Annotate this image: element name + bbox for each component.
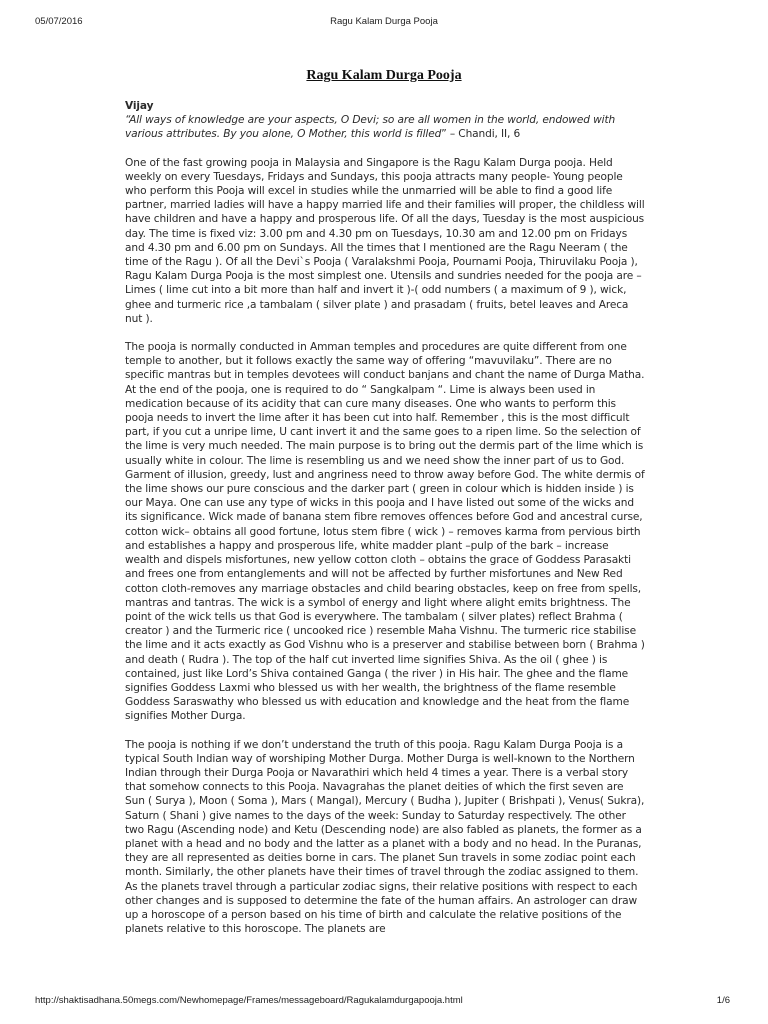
print-footer bbox=[0, 995, 768, 1009]
document-title: Ragu Kalam Durga Pooja bbox=[306, 68, 462, 83]
print-date: 05/07/2016 bbox=[35, 16, 83, 27]
source-url: http://shaktisadhana.50megs.com/Newhomepage/Frames/messageboard/Ragukalamdurgapooja.html bbox=[35, 995, 463, 1006]
epigraph-quote: “All ways of knowledge are your aspects, O Devi; so are all women in the world, endowed with various attributes. By you alone, O Mother, this world is filled bbox=[125, 114, 616, 141]
print-header bbox=[0, 16, 768, 30]
page-number: 1/6 bbox=[716, 995, 730, 1006]
article-body bbox=[125, 99, 645, 950]
print-page-title: Ragu Kalam Durga Pooja bbox=[330, 16, 438, 27]
author-name: Vijay bbox=[125, 100, 154, 112]
paragraph-1: One of the fast growing pooja in Malaysia and Singapore is the Ragu Kalam Durga pooja. Held weekly on every Tuesdays, Fridays and Sundays, this pooja attracts many people- Young people who perform this Pooja will excel in studies while the unmarried will be able to find a good life partner, married ladies will have a happy married life and their families will proper, the childless will have children and have a happy and prosperous life. Of all the days, Tuesday is the most auspicious day. The time is fixed viz: 3.00 pm and 4.30 pm on Tuesdays, 10.30 am and 12.00 pm on Fridays and 4.30 pm and 6.00 pm on Sundays. All the times that I mentioned are the Ragu Neeram ( the time of the Ragu ). Of all the Devi`s Pooja ( Varalakshmi Pooja, Pournami Pooja, Thiruvilaku Pooja ), Ragu Kalam Durga Pooja is the most simplest one. Utensils and sundries needed for the pooja are – Limes ( lime cut into a bit more than half and invert it )-( odd numbers ( a maximum of 9 ), wick, ghee and turmeric rice ,a tambalam ( silver plate ) and prasadam ( fruits, betel leaves and Areca nut ). bbox=[125, 156, 645, 325]
paragraph-3: The pooja is nothing if we don’t understand the truth of this pooja. Ragu Kalam Durga Pooja is a typical South Indian way of worshiping Mother Durga. Mother Durga is well-known to the Northern Indian through their Durga Pooja or Navarathiri which held 4 times a year. There is a verbal story that somehow connects to this Pooja. Navagrahas the planet deities of which the first seven are Sun ( Surya ), Moon ( Soma ), Mars ( Mangal), Mercury ( Budha ), Jupiter ( Brishpati ), Venus( Sukra), Saturn ( Shani ) give names to the days of the week: Sunday to Saturday respectively. The other two Ragu (Ascending node) and Ketu (Descending node) are also fabled as planets, the former as a planet with a head and no body and the latter as a planet with a body and no head. In the Puranas, they are all represented as deities borne in cars. The planet Sun travels in some zodiac point each month. Similarly, the other planets have their times of travel through the zodiac assigned to them. As the planets travel through a particular zodiac signs, their relative positions with respect to each other changes and is supposed to determine the fate of the human affairs. An astrologer can draw up a horoscope of a person based on his time of birth and calculate the relative positions of the planets relative to this horoscope. The planets are bbox=[125, 738, 645, 936]
epigraph-source: ” – Chandi, II, 6 bbox=[441, 128, 521, 141]
epigraph bbox=[125, 113, 645, 141]
paragraph-2: The pooja is normally conducted in Amman temples and procedures are quite different from one temple to another, but it follows exactly the same way of offering “mavuvilaku”. There are no specific mantras but in temples devotees will conduct banjans and chant the name of Durga Matha. At the end of the pooja, one is required to do “ Sangkalpam “. Lime is always been used in medication because of its acidity that can cure many diseases. One who wants to perform this pooja needs to invert the lime after it has been cut into half. Remember , this is the most difficult part, if you cut a unripe lime, U cant invert it and the same goes to a ripen lime. So the selection of the lime is very much needed. The main purpose is to bring out the dermis part of the lime which is usually white in colour. The lime is resembling us and we need show the inner part of us to God. Garment of illusion, greedy, lust and angriness need to throw away before God. The white dermis of the lime shows our pure conscious and the darker part ( green in colour which is hidden inside ) is our Maya. One can use any type of wicks in this pooja and I have listed out some of the wicks and its significance. Wick made of banana stem fibre removes offences before God and ancestral curse, cotton wick– obtains all good fortune, lotus stem fibre ( wick ) – removes karma from pervious birth and establishes a happy and prosperous life, white madder plant –pulp of the bark – increase wealth and dispels misfortunes, new yellow cotton cloth – obtains the grace of Goddess Parasakti and frees one from entanglements and will not be affected by further misfortunes and New Red cotton cloth-removes any marriage obstacles and child bearing obstacles, keep on free from spells, mantras and tantras. The wick is a symbol of energy and light where alight emits brightness. The point of the wick tells us that God is everywhere. The tambalam ( silver plates) reflect Brahma ( creator ) and the Turmeric rice ( uncooked rice ) resemble Maha Vishnu. The turmeric rice stabilise the lime and it acts exactly as God Vishnu who is a preserver and stabilise between born ( Brahma ) and death ( Rudra ). The top of the half cut inverted lime signifies Shiva. As the oil ( ghee ) is contained, just like Lord’s Shiva contained Ganga ( the river ) in His hair. The ghee and the flame signifies Goddess Laxmi who blessed us with her wealth, the brightness of the flame resemble Goddess Saraswathy who blessed us with education and knowledge and the heat from the flame signifies Mother Durga. bbox=[125, 341, 645, 723]
